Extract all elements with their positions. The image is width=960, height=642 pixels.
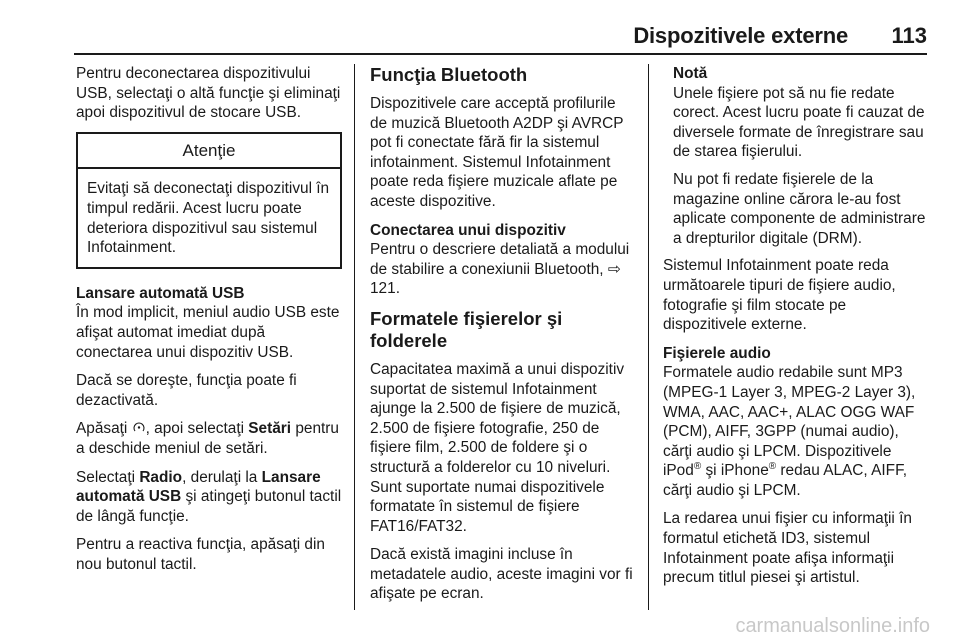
usb-autostart-paragraph-2: Dacă se doreşte, funcţia poate fi dezactivată. (76, 372, 297, 409)
usb-autostart-label: Lansare automată USB (76, 468, 321, 506)
usb-autostart-paragraph-4: Selectaţi Radio, derulaţi la Lansare automată USB şi atingeţi butonul tactil de lângă funcţie. (76, 468, 342, 525)
usb-autostart-paragraph-3: Apăsaţi , apoi selectaţi Setări pentru a deschide meniul de setări. (76, 420, 339, 457)
usb-autostart-paragraph-1: În mod implicit, meniul audio USB este afişat automat imediat după conectarea unui dispozitiv USB. (76, 304, 340, 361)
supported-types-paragraph: Sistemul Infotainment poate reda următoarele tipuri de fişiere audio, fotografie şi film stocate pe dispozitivele externe. (663, 257, 896, 334)
audio-files-paragraph-1: Formatele audio redabile sunt MP3 (MPEG-1 Layer 3, MPEG-2 Layer 3), WMA, AAC, AAC+, ALAC OGG WAF (PCM), AIFF, 3GPP (numai audio), cărţi audio şi LPCM. Dispozitivele iPod® şi iPhone® redau ALAC, AIFF, cărţi audio şi LPCM. (663, 364, 916, 499)
bluetooth-heading: Funcţia Bluetooth (370, 64, 528, 85)
watermark: carmanualsonline.info (735, 615, 930, 637)
bluetooth-paragraph: Dispozitivele care acceptă profilurile de muzică Bluetooth A2DP şi AVRCP pot fi conectate fără fir la sistemul infotainment. Sistemul Infotainment poate reda fişiere muzicale aflate pe aceste dispozitive. (370, 95, 624, 210)
column-divider-2 (648, 64, 649, 610)
column-2 (370, 64, 633, 613)
audio-files-paragraph-2: La redarea unui fişier cu informaţii în formatul etichetă ID3, sistemul Infotainment poate afişa informaţii precum titlul piesei şi artistul. (663, 510, 912, 587)
connect-device-heading: Conectarea unui dispozitiv (370, 221, 566, 239)
radio-label: Radio (139, 468, 183, 486)
caution-body: Evitaţi să deconectaţi dispozitivul în timpul redării. Acest lucru poate deteriora dispozitivul sau sistemul Infotainment. (87, 180, 330, 257)
note-body (673, 84, 931, 249)
connect-device-paragraph: Pentru o descriere detaliată a modului de stabilire a conexiunii Bluetooth, ⇨ 121. (370, 241, 630, 298)
page-number: 113 (891, 23, 927, 48)
note-paragraph-1: Unele fişiere pot să nu fie redate corect. Acest lucru poate fi cauzat de diversele formate de înregistrare sau de starea fişierului. (673, 84, 925, 161)
audio-files-heading: Fişierele audio (663, 344, 771, 362)
caution-title: Atenţie (78, 134, 340, 170)
column-divider-1 (354, 64, 355, 610)
section-title: Dispozitivele externe (633, 23, 848, 48)
column-3 (663, 64, 931, 597)
header-divider (74, 53, 927, 55)
file-formats-paragraph-1: Capacitatea maximă a unui dispozitiv suportat de sistemul Infotainment ajunge la 2.500 de fişiere de muzică, 2.500 de fişiere fotografie, 250 de fişiere film, 2.500 de foldere şi o structură a folderelor cu 10 niveluri. Sunt suportate numai dispozitivele formatate în sistemul de fişiere FAT16/FAT32. (370, 360, 625, 535)
usb-disconnect-paragraph: Pentru deconectarea dispozitivului USB, selectaţi o altă funcţie şi eliminaţi apoi dispozitivul de stocare USB. (76, 65, 341, 122)
caution-box (76, 132, 342, 269)
page-header (0, 0, 960, 50)
note-title: Notă (673, 65, 708, 82)
page-reference[interactable]: 121 (370, 280, 396, 298)
file-formats-paragraph-2: Dacă există imagini incluse în metadatele audio, aceste imagini vor fi afişate pe ecran. (370, 546, 633, 603)
usb-autostart-paragraph-5: Pentru a reactiva funcţia, apăsaţi din nou butonul tactil. (76, 536, 325, 573)
page-reference-arrow-icon: ⇨ (607, 260, 621, 278)
settings-label: Setări (248, 420, 292, 438)
usb-autostart-heading: Lansare automată USB (76, 284, 245, 302)
file-formats-heading: Formatele fişierelor şi folderele (370, 307, 563, 351)
home-icon (132, 419, 146, 439)
note-paragraph-2: Nu pot fi redate fişierele de la magazine online cărora le-au fost aplicate componente de administrare a drepturilor digitale (DRM). (673, 170, 926, 247)
column-1 (76, 64, 342, 583)
